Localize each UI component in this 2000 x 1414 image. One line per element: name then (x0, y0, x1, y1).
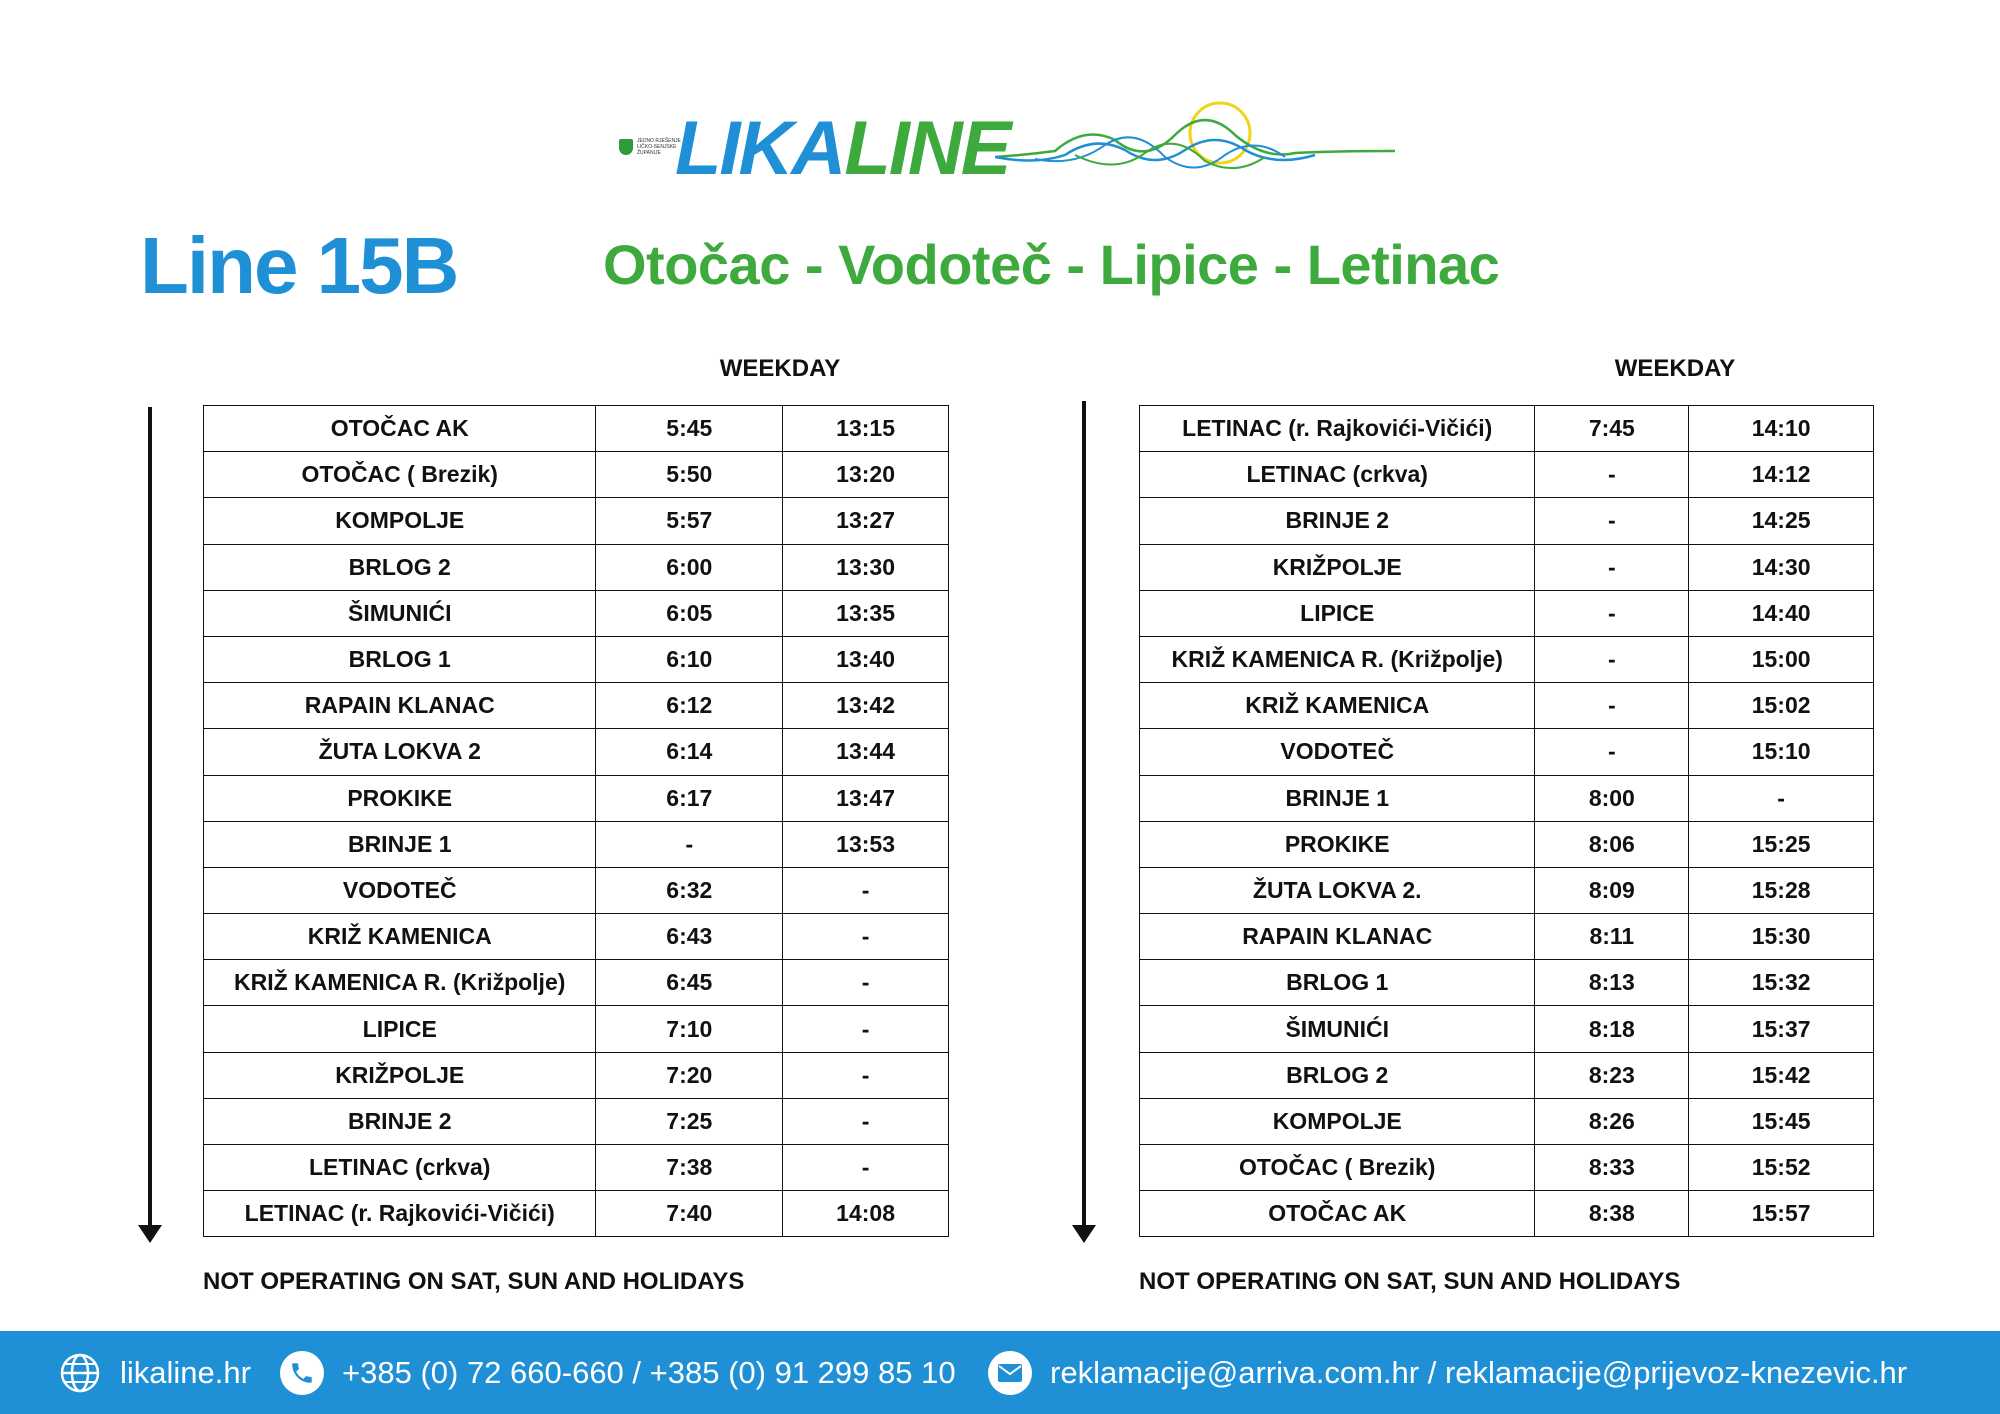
departure-time-cell: 15:28 (1689, 867, 1874, 913)
right-direction-arrow-icon (1082, 401, 1086, 1227)
departure-time-cell: 15:52 (1689, 1145, 1874, 1191)
stop-name-cell: BRINJE 1 (1140, 775, 1535, 821)
brand-wordmark: LIKALINE (675, 106, 1010, 191)
timetable-row (204, 867, 949, 913)
stop-name-cell: ŽUTA LOKVA 2 (204, 729, 596, 775)
departure-time-cell: 8:00 (1535, 775, 1689, 821)
stop-name-cell: ŠIMUNIĆI (1140, 1006, 1535, 1052)
departure-time-cell: - (1535, 683, 1689, 729)
timetable-row (204, 544, 949, 590)
timetable-row (204, 729, 949, 775)
departure-time-cell: 15:57 (1689, 1191, 1874, 1237)
stop-name-cell: VODOTEČ (204, 867, 596, 913)
stop-name-cell: OTOČAC ( Brezik) (204, 452, 596, 498)
stop-name-cell: LETINAC (crkva) (204, 1145, 596, 1191)
departure-time-cell: 8:38 (1535, 1191, 1689, 1237)
departure-time-cell: 13:35 (783, 590, 949, 636)
stop-name-cell: KRIŽ KAMENICA R. (Križpolje) (204, 960, 596, 1006)
stop-name-cell: LETINAC (crkva) (1140, 452, 1535, 498)
stop-name-cell: KRIŽ KAMENICA R. (Križpolje) (1140, 636, 1535, 682)
stop-name-cell: PROKIKE (1140, 821, 1535, 867)
timetable-row (204, 775, 949, 821)
departure-time-cell: 6:05 (596, 590, 783, 636)
departure-time-cell: - (783, 1052, 949, 1098)
departure-time-cell: 15:10 (1689, 729, 1874, 775)
stop-name-cell: PROKIKE (204, 775, 596, 821)
departure-time-cell: 5:50 (596, 452, 783, 498)
departure-time-cell: 5:45 (596, 406, 783, 452)
departure-time-cell: 8:33 (1535, 1145, 1689, 1191)
stop-name-cell: VODOTEČ (1140, 729, 1535, 775)
departure-time-cell: - (783, 960, 949, 1006)
departure-time-cell: 8:11 (1535, 914, 1689, 960)
timetable-row (1140, 636, 1874, 682)
stop-name-cell: OTOČAC ( Brezik) (1140, 1145, 1535, 1191)
departure-time-cell: 15:45 (1689, 1098, 1874, 1144)
timetable-row (204, 821, 949, 867)
departure-time-cell: - (1535, 452, 1689, 498)
departure-time-cell: 8:23 (1535, 1052, 1689, 1098)
departure-time-cell: 6:14 (596, 729, 783, 775)
departure-time-cell: 8:09 (1535, 867, 1689, 913)
timetable-row (204, 914, 949, 960)
stop-name-cell: KRIŽPOLJE (1140, 544, 1535, 590)
left-timetable (203, 405, 949, 1237)
stop-name-cell: KOMPOLJE (1140, 1098, 1535, 1144)
timetable-row (1140, 914, 1874, 960)
departure-time-cell: 13:15 (783, 406, 949, 452)
line-title: Line 15B (140, 221, 458, 310)
phone-icon (280, 1351, 324, 1395)
timetable-row (1140, 406, 1874, 452)
timetable-row (1140, 1145, 1874, 1191)
stop-name-cell: ŽUTA LOKVA 2. (1140, 867, 1535, 913)
left-weekday-label: WEEKDAY (719, 355, 841, 382)
departure-time-cell: 14:30 (1689, 544, 1874, 590)
right-not-operating-note: NOT OPERATING ON SAT, SUN AND HOLIDAYS (1139, 1268, 1681, 1295)
stop-name-cell: LETINAC (r. Rajkovići-Vičići) (1140, 406, 1535, 452)
mail-icon (988, 1351, 1032, 1395)
website-text[interactable]: likaline.hr (120, 1354, 251, 1390)
departure-time-cell: 14:08 (783, 1191, 949, 1237)
stop-name-cell: ŠIMUNIĆI (204, 590, 596, 636)
departure-time-cell: 13:20 (783, 452, 949, 498)
stop-name-cell: RAPAIN KLANAC (1140, 914, 1535, 960)
timetable-row (1140, 1098, 1874, 1144)
stop-name-cell: OTOČAC AK (204, 406, 596, 452)
timetable-row (204, 406, 949, 452)
phone-contact (280, 1331, 956, 1414)
globe-icon (58, 1351, 102, 1395)
departure-time-cell: 7:45 (1535, 406, 1689, 452)
stop-name-cell: LIPICE (204, 1006, 596, 1052)
stop-name-cell: RAPAIN KLANAC (204, 683, 596, 729)
departure-time-cell: 8:06 (1535, 821, 1689, 867)
departure-time-cell: 5:57 (596, 498, 783, 544)
timetable-row (204, 1191, 949, 1237)
departure-time-cell: 13:40 (783, 636, 949, 682)
right-timetable (1139, 405, 1874, 1237)
timetable-row (204, 452, 949, 498)
departure-time-cell: 14:12 (1689, 452, 1874, 498)
timetable-row (1140, 960, 1874, 1006)
website-contact (58, 1331, 251, 1414)
departure-time-cell: - (596, 821, 783, 867)
departure-time-cell: - (1535, 590, 1689, 636)
departure-time-cell: 15:32 (1689, 960, 1874, 1006)
departure-time-cell: - (1535, 636, 1689, 682)
departure-time-cell: 8:18 (1535, 1006, 1689, 1052)
stop-name-cell: KRIŽ KAMENICA (204, 914, 596, 960)
departure-time-cell: 7:20 (596, 1052, 783, 1098)
right-weekday-label: WEEKDAY (1614, 355, 1736, 382)
departure-time-cell: 6:00 (596, 544, 783, 590)
timetable-row (1140, 683, 1874, 729)
departure-time-cell: 14:40 (1689, 590, 1874, 636)
timetable-row (204, 590, 949, 636)
departure-time-cell: 6:43 (596, 914, 783, 960)
timetable-row (204, 1098, 949, 1144)
timetable-row (204, 1006, 949, 1052)
departure-time-cell: 13:30 (783, 544, 949, 590)
departure-time-cell: 6:45 (596, 960, 783, 1006)
timetable-row (204, 683, 949, 729)
timetable-row (1140, 590, 1874, 636)
timetable-row (204, 636, 949, 682)
timetable-row (1140, 729, 1874, 775)
left-not-operating-note: NOT OPERATING ON SAT, SUN AND HOLIDAYS (203, 1268, 745, 1295)
departure-time-cell: 13:42 (783, 683, 949, 729)
departure-time-cell: 15:00 (1689, 636, 1874, 682)
stop-name-cell: KOMPOLJE (204, 498, 596, 544)
departure-time-cell: 8:26 (1535, 1098, 1689, 1144)
departure-time-cell: - (783, 1145, 949, 1191)
departure-time-cell: 6:10 (596, 636, 783, 682)
timetable-row (1140, 821, 1874, 867)
stop-name-cell: LIPICE (1140, 590, 1535, 636)
stop-name-cell: KRIŽ KAMENICA (1140, 683, 1535, 729)
contact-footer (0, 1331, 2000, 1414)
left-direction-arrow-icon (148, 407, 152, 1227)
departure-time-cell: 6:17 (596, 775, 783, 821)
departure-time-cell: 15:02 (1689, 683, 1874, 729)
hills-wave-icon (995, 95, 1395, 185)
stop-name-cell: BRLOG 1 (204, 636, 596, 682)
departure-time-cell: 15:25 (1689, 821, 1874, 867)
departure-time-cell: - (783, 1006, 949, 1052)
departure-time-cell: 7:10 (596, 1006, 783, 1052)
departure-time-cell: 8:13 (1535, 960, 1689, 1006)
stop-name-cell: KRIŽPOLJE (204, 1052, 596, 1098)
departure-time-cell: 6:12 (596, 683, 783, 729)
timetable-row (204, 498, 949, 544)
stop-name-cell: BRINJE 1 (204, 821, 596, 867)
departure-time-cell: 13:44 (783, 729, 949, 775)
timetable-row (1140, 544, 1874, 590)
county-crest-icon (619, 139, 633, 155)
timetable-row (1140, 775, 1874, 821)
timetable-row (1140, 1052, 1874, 1098)
departure-time-cell: - (783, 867, 949, 913)
likaline-logo (615, 95, 1395, 191)
timetable-row (204, 1145, 949, 1191)
departure-time-cell: 7:40 (596, 1191, 783, 1237)
stop-name-cell: BRINJE 2 (204, 1098, 596, 1144)
timetable-row (1140, 1006, 1874, 1052)
departure-time-cell: - (1535, 498, 1689, 544)
email-contact (988, 1331, 1907, 1414)
departure-time-cell: 6:32 (596, 867, 783, 913)
departure-time-cell: - (783, 914, 949, 960)
departure-time-cell: - (1689, 775, 1874, 821)
timetable-row (204, 960, 949, 1006)
phone-text[interactable]: +385 (0) 72 660-660 / +385 (0) 91 299 85 10 (342, 1354, 956, 1390)
departure-time-cell: 15:37 (1689, 1006, 1874, 1052)
stop-name-cell: BRLOG 1 (1140, 960, 1535, 1006)
departure-time-cell: - (783, 1098, 949, 1144)
departure-time-cell: 15:30 (1689, 914, 1874, 960)
stop-name-cell: OTOČAC AK (1140, 1191, 1535, 1237)
departure-time-cell: 13:53 (783, 821, 949, 867)
timetable-row (1140, 1191, 1874, 1237)
crest-caption: JEDNO RJEŠENJE LIČKO-SENJSKE ŽUPANIJE (637, 138, 681, 156)
departure-time-cell: 7:25 (596, 1098, 783, 1144)
departure-time-cell: 14:10 (1689, 406, 1874, 452)
timetable-row (1140, 867, 1874, 913)
departure-time-cell: - (1535, 544, 1689, 590)
departure-time-cell: 14:25 (1689, 498, 1874, 544)
timetable-row (204, 1052, 949, 1098)
stop-name-cell: BRLOG 2 (204, 544, 596, 590)
route-title: Otočac - Vodoteč - Lipice - Letinac (603, 233, 1500, 296)
timetable-row (1140, 452, 1874, 498)
email-text[interactable]: reklamacije@arriva.com.hr / reklamacije@prijevoz-knezevic.hr (1050, 1354, 1908, 1390)
stop-name-cell: BRINJE 2 (1140, 498, 1535, 544)
timetable-row (1140, 498, 1874, 544)
departure-time-cell: 15:42 (1689, 1052, 1874, 1098)
stop-name-cell: BRLOG 2 (1140, 1052, 1535, 1098)
departure-time-cell: 7:38 (596, 1145, 783, 1191)
departure-time-cell: 13:47 (783, 775, 949, 821)
departure-time-cell: 13:27 (783, 498, 949, 544)
stop-name-cell: LETINAC (r. Rajkovići-Vičići) (204, 1191, 596, 1237)
departure-time-cell: - (1535, 729, 1689, 775)
